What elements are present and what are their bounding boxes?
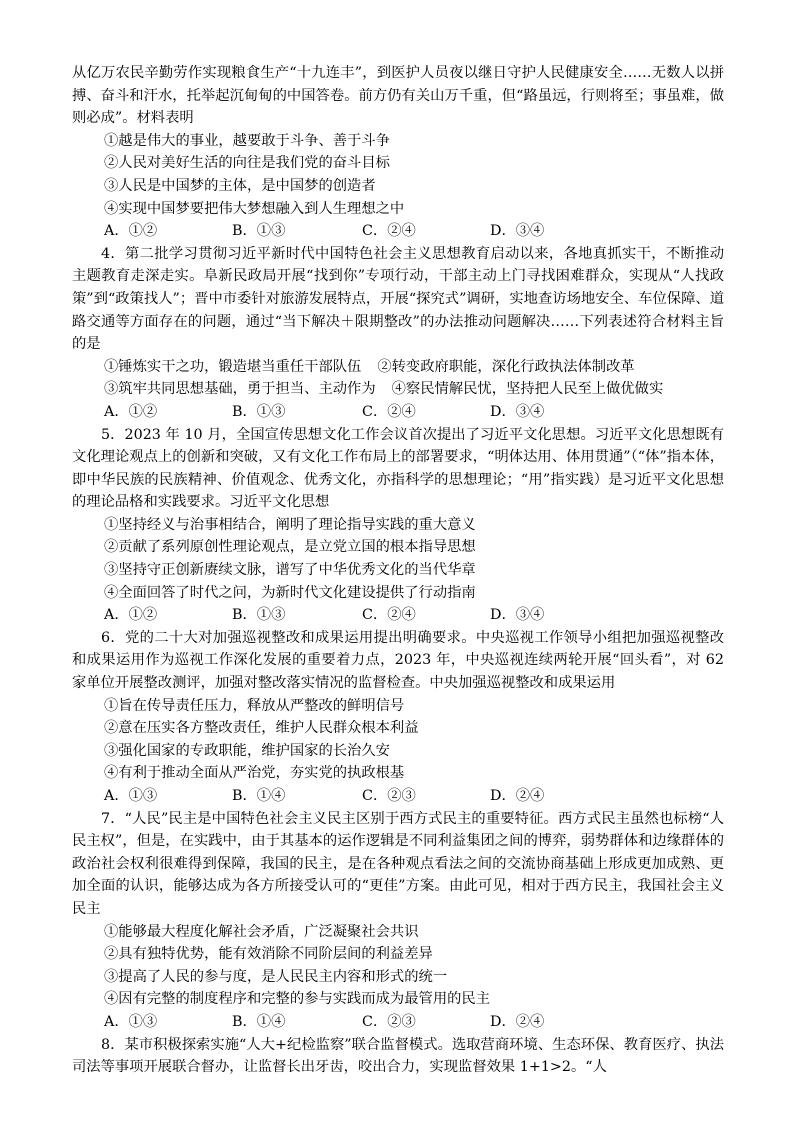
question-4-choice-b: B．①③	[232, 403, 286, 420]
question-3-choice-c: C．②④	[362, 223, 416, 240]
question-5-choice-c: C．②④	[362, 607, 416, 624]
question-7	[72, 808, 724, 1034]
question-4-option-3: ③筑牢共同思想基础，勇于担当、主动作为	[104, 381, 376, 398]
question-3-option-2: ②人民对美好生活的向往是我们党的奋斗目标	[104, 155, 390, 172]
exam-page	[72, 62, 724, 1079]
question-4-choice-d: D．③④	[490, 403, 545, 420]
question-6-stem: 6．党的二十大对加强巡视整改和成果运用提出明确要求。中央巡视工作领导小组把加强巡视整改和成果运用作为巡视工作深化发展的重要着力点，2023 年，中央巡视连续两轮开展“回头看”，对 62 家单位开展整改测评，加强对整改落实情况的监督检查。中央加强巡视整改和成果运用	[72, 629, 724, 692]
question-3-option-3: ③人民是中国梦的主体，是中国梦的创造者	[104, 177, 376, 194]
question-6-choice-c: C．②③	[362, 788, 416, 804]
question-7-choice-a: A．①③	[104, 1013, 158, 1030]
question-7-choice-d: D．②④	[490, 1013, 545, 1030]
question-6-choices	[72, 785, 724, 808]
question-5-option-3: ③坚持守正创新赓续文脉，谱写了中华优秀文化的当代华章	[104, 562, 476, 579]
question-3-choice-b: B．①③	[232, 223, 286, 240]
question-3-stem: 从亿万农民辛勤劳作实现粮食生产“十九连丰”，到医护人员夜以继日守护人民健康安全……无数人以拼搏、奋斗和汗水，托举起沉甸甸的中国答卷。前方仍有关山万千重，但“路虽远，行则将至；事虽难，做则必成”。材料表明	[72, 65, 724, 127]
question-4-choice-c: C．②④	[362, 403, 416, 420]
question-5-choice-b: B．①③	[232, 607, 286, 624]
question-6-choice-b: B．①④	[232, 788, 286, 804]
question-7-choice-c: C．②③	[362, 1013, 416, 1030]
question-6-option-2: ②意在压实各方整改责任，维护人民群众根本利益	[104, 720, 419, 737]
question-3-option-1: ①越是伟大的事业，越要敢于斗争、善于斗争	[104, 132, 390, 149]
question-4-option-2: ②转变政府职能，深化行政执法体制改革	[377, 358, 635, 375]
question-5-option-2: ②贡献了系列原创性理论观点，是立党立国的根本指导思想	[104, 539, 476, 556]
question-6-option-3: ③强化国家的专政职能，维护国家的长治久安	[104, 742, 390, 759]
question-7-choice-b: B．①④	[232, 1013, 286, 1030]
question-4-option-1: ①锤炼实干之功，锻造堪当重任干部队伍	[104, 358, 362, 375]
question-6-choice-d: D．②④	[490, 788, 545, 804]
question-4-options-row-2	[72, 378, 724, 401]
question-4-choice-a: A．①②	[104, 403, 158, 420]
question-3-choices	[72, 220, 724, 243]
question-3-choice-d: D．③④	[490, 223, 545, 240]
question-5-choice-d: D．③④	[490, 607, 545, 624]
question-3-tail	[72, 62, 724, 243]
question-5-choices	[72, 604, 724, 627]
question-6-option-1: ①旨在传导责任压力，释放从严整改的鲜明信号	[104, 697, 405, 714]
question-7-stem: 7．“人民”民主是中国特色社会主义民主区别于西方式民主的重要特征。西方式民主虽然也标榜“人民主权”，但是，在实践中，由于其基本的运作逻辑是不同利益集团之间的博弈，弱势群体和边缘群体的政治社会权利很难得到保障，我国的民主，是在各种观点看法之间的交流协商基础上形成更加成熟、更加全面的认识，能够达成为各方所接受认可的“更佳”方案。由此可见，相对于西方民主，我国社会主义民主	[72, 810, 724, 917]
question-7-option-3: ③提高了人民的参与度，是人民民主内容和形式的统一	[104, 968, 448, 985]
question-4-stem: 4．第二批学习贯彻习近平新时代中国特色社会主义思想教育启动以来，各地真抓实干，不断推动主题教育走深走实。阜新民政局开展“找到你”专项行动，干部主动上门寻找困难群众，实现从“人找政策”到“政策找人”；晋中市委针对旅游发展特点，开展“探究式”调研，实地查访场地安全、车位保障、道路交通等方面存在的问题，通过“当下解决＋限期整改”的办法推动问题解决……下列表述符合材料主旨的是	[72, 245, 724, 353]
question-6	[72, 627, 724, 808]
question-3-choice-a: A．①②	[104, 223, 158, 240]
question-4-options-row-1	[72, 356, 724, 379]
question-4-option-4: ④察民情解民忧，坚持把人民至上做优做实	[391, 381, 664, 398]
question-5-option-4: ④全面回答了时代之问，为新时代文化建设提供了行动指南	[104, 584, 476, 601]
question-8-stem: 8．某市积极探索实施“人大+纪检监察”联合监督模式。选取营商环境、生态环保、教育医疗、执法司法等事项开展联合督办，让监督长出牙齿，咬出合力，实现监督效果 1+1>2。“人	[72, 1036, 724, 1076]
question-6-option-4: ④有利于推动全面从严治党，夯实党的执政根基	[104, 765, 405, 782]
question-7-choices	[72, 1011, 724, 1034]
question-5-choice-a: A．①②	[104, 607, 158, 624]
question-5-stem: 5．2023 年 10 月，全国宣传思想文化工作会议首次提出了习近平文化思想。习近平文化思想既有文化理论观点上的创新和突破，又有文化工作布局上的部署要求，“明体达用、体用贯通”（“体”指本体，即中华民族的民族精神、价值观念、优秀文化，亦指科学的思想理论；“用”指实践）是习近平文化思想的理论品格和实践要求。习近平文化思想	[72, 426, 724, 511]
question-4-choices	[72, 401, 724, 424]
question-6-choice-a: A．①③	[104, 788, 158, 804]
question-5	[72, 424, 724, 627]
question-4	[72, 243, 724, 424]
question-8	[72, 1034, 724, 1079]
question-3-option-4: ④实现中国梦要把伟大梦想融入到人生理想之中	[104, 200, 405, 217]
question-7-option-1: ①能够最大程度化解社会矛盾，广泛凝聚社会共识	[104, 923, 419, 940]
question-7-option-2: ②具有独特优势，能有效消除不同阶层间的利益差异	[104, 946, 433, 963]
question-7-option-4: ④因有完整的制度程序和完整的参与实践而成为最管用的民主	[104, 991, 491, 1008]
question-5-option-1: ①坚持经义与治事相结合，阐明了理论指导实践的重大意义	[104, 516, 476, 533]
